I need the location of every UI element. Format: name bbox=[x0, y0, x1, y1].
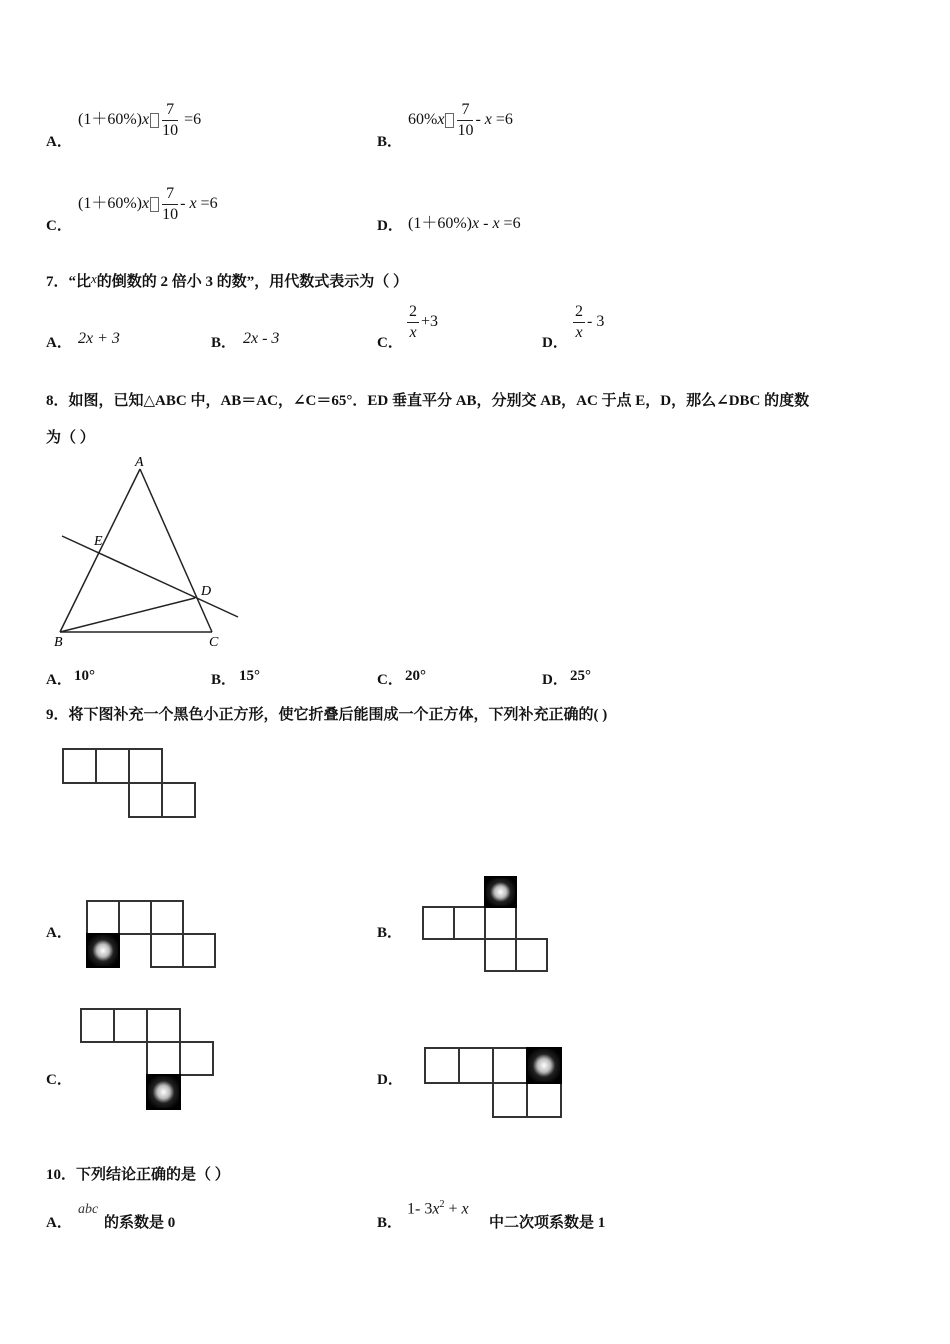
option-label: D． bbox=[542, 672, 568, 688]
expr-part: - bbox=[475, 111, 481, 129]
black-square bbox=[87, 934, 119, 967]
q9-base-net bbox=[60, 746, 200, 822]
math-expression bbox=[407, 1199, 469, 1218]
q8-triangle-figure bbox=[40, 452, 250, 652]
q8-question-line2: 为（ ） bbox=[46, 430, 95, 446]
point-label-b: B bbox=[54, 635, 63, 650]
question-text: 7．“比 bbox=[46, 274, 92, 290]
expr-part: =6 bbox=[184, 111, 202, 129]
point-label-a: A bbox=[135, 455, 144, 470]
math-expression bbox=[571, 304, 604, 341]
expr-part: + bbox=[444, 1200, 462, 1218]
expr-var: x bbox=[472, 215, 480, 232]
fraction bbox=[162, 102, 178, 139]
placeholder-box bbox=[445, 113, 454, 128]
expr-var: x bbox=[142, 195, 150, 213]
expr-part: =6 bbox=[200, 195, 218, 213]
fraction-num: 7 bbox=[457, 102, 473, 121]
q10-question: 10．下列结论正确的是（ ） bbox=[46, 1167, 230, 1183]
option-value: 15° bbox=[239, 668, 260, 684]
expr-var: x bbox=[189, 195, 197, 213]
option-text: 中二次项系数是 1 bbox=[489, 1215, 606, 1231]
q7-question bbox=[46, 270, 408, 291]
option-value: 25° bbox=[570, 668, 591, 684]
line-ed bbox=[62, 536, 238, 617]
point-label-d: D bbox=[201, 584, 212, 599]
expr-part: - bbox=[180, 195, 186, 213]
expr-var: x bbox=[432, 1200, 440, 1218]
option-label: A． bbox=[46, 925, 72, 941]
point-label-e: E bbox=[94, 534, 103, 549]
option-text: 的系数是 0 bbox=[104, 1215, 176, 1231]
question-text: 的倒数的 2 倍小 3 的数”，用代数式表示为（ ） bbox=[96, 274, 409, 290]
q9-net-c bbox=[78, 1006, 218, 1116]
fraction-num: 7 bbox=[162, 102, 178, 121]
expr-part: - 3 bbox=[587, 313, 605, 331]
expr-part: +3 bbox=[421, 313, 439, 331]
math-expression: 2x - 3 bbox=[243, 330, 280, 347]
expr-part: =6 bbox=[503, 215, 521, 232]
fraction-den: 10 bbox=[457, 122, 474, 139]
math-expression: abc bbox=[78, 1202, 99, 1217]
point-label-c: C bbox=[209, 635, 219, 650]
expr-part: (1＋60%) bbox=[408, 215, 472, 232]
math-expression bbox=[78, 102, 201, 139]
option-value: 20° bbox=[405, 668, 426, 684]
line-ac bbox=[140, 469, 212, 632]
placeholder-box bbox=[150, 113, 159, 128]
fraction-den: x bbox=[575, 324, 583, 341]
black-square bbox=[147, 1075, 180, 1109]
q9-net-a bbox=[84, 898, 218, 970]
option-label: A． bbox=[46, 1215, 72, 1231]
fraction-num: 7 bbox=[162, 186, 178, 205]
option-label: C． bbox=[46, 218, 72, 234]
option-label: B． bbox=[377, 925, 403, 941]
q9-net-d bbox=[422, 1045, 564, 1121]
fraction bbox=[457, 102, 473, 139]
fraction-num: 2 bbox=[573, 304, 585, 323]
q9-net-b bbox=[420, 874, 550, 974]
option-label: C． bbox=[377, 672, 403, 688]
option-label: B． bbox=[377, 1215, 403, 1231]
line-ab bbox=[60, 469, 140, 632]
fraction bbox=[162, 186, 178, 223]
q8-question-line1: 8．如图，已知△ABC 中，AB＝AC，∠C＝65°．ED 垂直平分 AB，分别交 AB，AC 于点 E，D，那么∠DBC 的度数 bbox=[46, 393, 810, 409]
fraction-num: 2 bbox=[407, 304, 419, 323]
option-label: A． bbox=[46, 134, 72, 150]
q9-question: 9．将下图补充一个黑色小正方形，使它折叠后能围成一个正方体，下列补充正确的( ) bbox=[46, 707, 608, 723]
math-expression bbox=[408, 210, 521, 233]
black-square bbox=[527, 1048, 561, 1083]
expr-part: (1＋60%) bbox=[78, 111, 142, 129]
placeholder-box bbox=[150, 197, 159, 212]
option-label: D． bbox=[377, 1072, 403, 1088]
option-label: B． bbox=[211, 672, 237, 688]
math-expression bbox=[408, 102, 513, 139]
fraction-den: 10 bbox=[162, 206, 179, 223]
fraction-den: 10 bbox=[162, 122, 179, 139]
option-label: B． bbox=[211, 335, 237, 351]
math-expression: 2x + 3 bbox=[78, 330, 120, 347]
expr-var: x bbox=[461, 1200, 469, 1218]
option-label: C． bbox=[46, 1072, 72, 1088]
line-bd bbox=[60, 598, 195, 632]
option-label: A． bbox=[46, 672, 72, 688]
expr-part: 1- 3 bbox=[407, 1200, 433, 1218]
option-label: D． bbox=[377, 218, 403, 234]
math-expression bbox=[405, 304, 438, 341]
option-label: C． bbox=[377, 335, 403, 351]
question-var: x bbox=[91, 271, 97, 286]
expr-part: 60% bbox=[408, 111, 438, 129]
expr-part: =6 bbox=[495, 111, 513, 129]
expr-sup: 2 bbox=[439, 1199, 445, 1210]
option-label: A． bbox=[46, 335, 72, 351]
expr-var: x bbox=[492, 215, 500, 232]
black-square bbox=[485, 877, 516, 907]
option-label: B． bbox=[377, 134, 403, 150]
expr-part: (1＋60%) bbox=[78, 195, 142, 213]
fraction-den: x bbox=[409, 324, 417, 341]
option-value: 10° bbox=[74, 668, 95, 684]
fraction bbox=[573, 304, 585, 341]
fraction bbox=[407, 304, 419, 341]
option-label: D． bbox=[542, 335, 568, 351]
expr-var: x bbox=[437, 111, 445, 129]
math-expression bbox=[78, 186, 218, 223]
expr-var: x bbox=[142, 111, 150, 129]
expr-var: x bbox=[484, 111, 492, 129]
expr-part: - bbox=[483, 215, 489, 232]
